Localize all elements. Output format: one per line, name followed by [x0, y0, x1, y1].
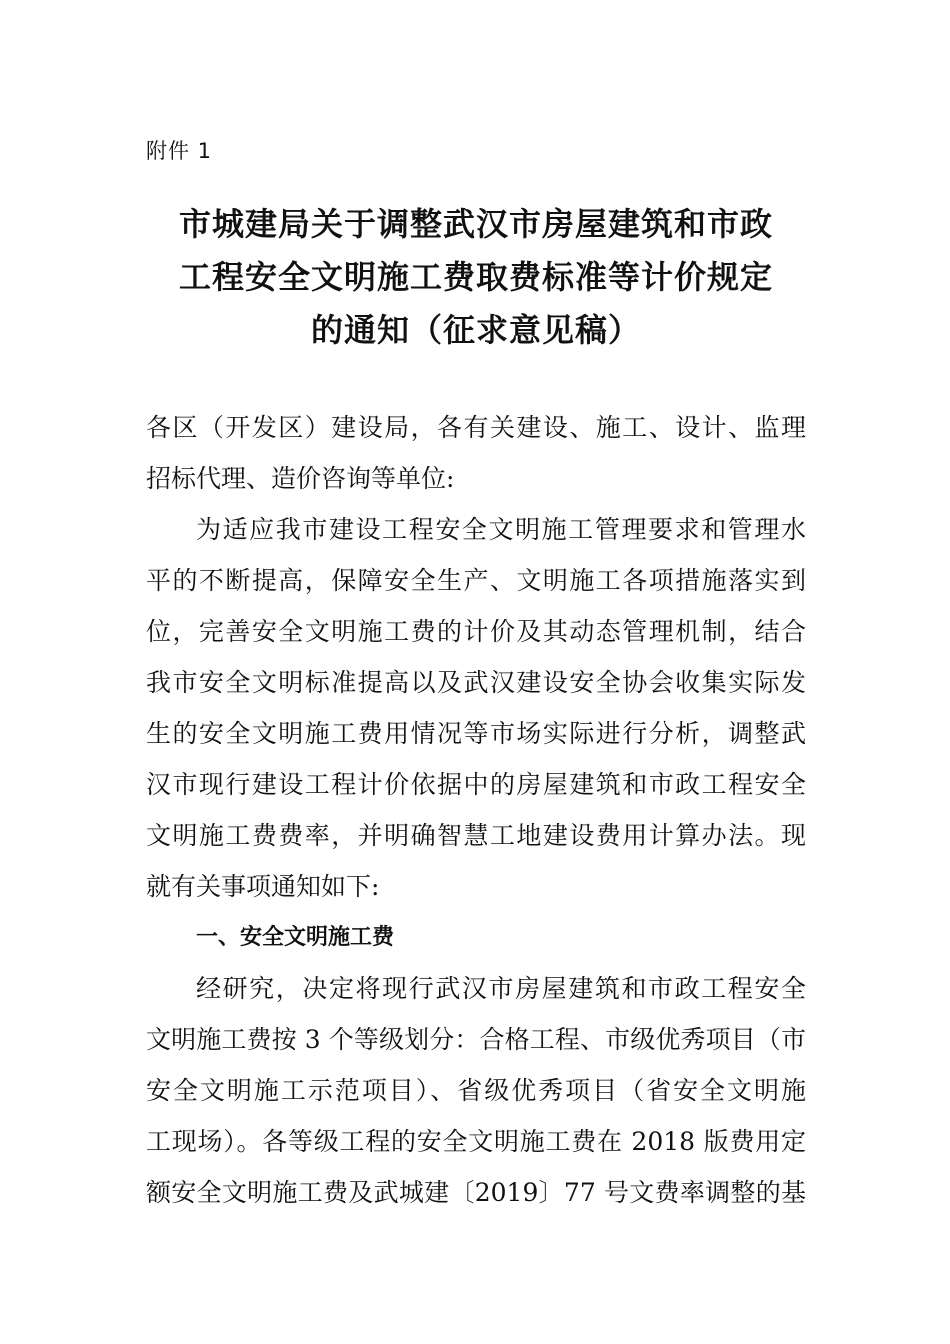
body-line: 经研究，决定将现行武汉市房屋建筑和市政工程安全 [196, 974, 806, 1003]
body-line: 工现场）。各等级工程的安全文明施工费在 2018 版费用定 [146, 1127, 806, 1156]
title-line: 的通知（征求意见稿） [310, 311, 641, 349]
body-line: 招标代理、造价咨询等单位: [146, 464, 455, 493]
document-title [146, 198, 806, 357]
document-body [146, 402, 806, 1218]
body-line: 为适应我市建设工程安全文明施工管理要求和管理水 [196, 515, 806, 544]
title-line: 工程安全文明施工费取费标准等计价规定 [178, 258, 773, 296]
body-line: 生的安全文明施工费用情况等市场实际进行分析，调整武 [146, 719, 806, 748]
body-line: 文明施工费费率，并明确智慧工地建设费用计算办法。现 [146, 821, 806, 850]
body-line: 各区（开发区）建设局，各有关建设、施工、设计、监理 [146, 413, 806, 442]
body-line: 安全文明施工示范项目）、省级优秀项目（省安全文明施 [146, 1076, 806, 1105]
body-line: 位，完善安全文明施工费的计价及其动态管理机制，结合 [146, 617, 806, 646]
title-line: 市城建局关于调整武汉市房屋建筑和市政 [178, 205, 773, 243]
body-line: 我市安全文明标准提高以及武汉建设安全协会收集实际发 [146, 668, 806, 697]
body-line: 汉市现行建设工程计价依据中的房屋建筑和市政工程安全 [146, 770, 806, 799]
body-line: 文明施工费按 3 个等级划分：合格工程、市级优秀项目（市 [146, 1025, 806, 1054]
attachment-label: 附件 1 [146, 139, 213, 163]
section-heading: 一、安全文明施工费 [196, 925, 395, 950]
body-line: 额安全文明施工费及武城建〔2019〕77 号文费率调整的基 [146, 1178, 806, 1207]
body-line: 就有关事项通知如下: [146, 872, 380, 901]
body-line: 平的不断提高，保障安全生产、文明施工各项措施落实到 [146, 566, 806, 595]
